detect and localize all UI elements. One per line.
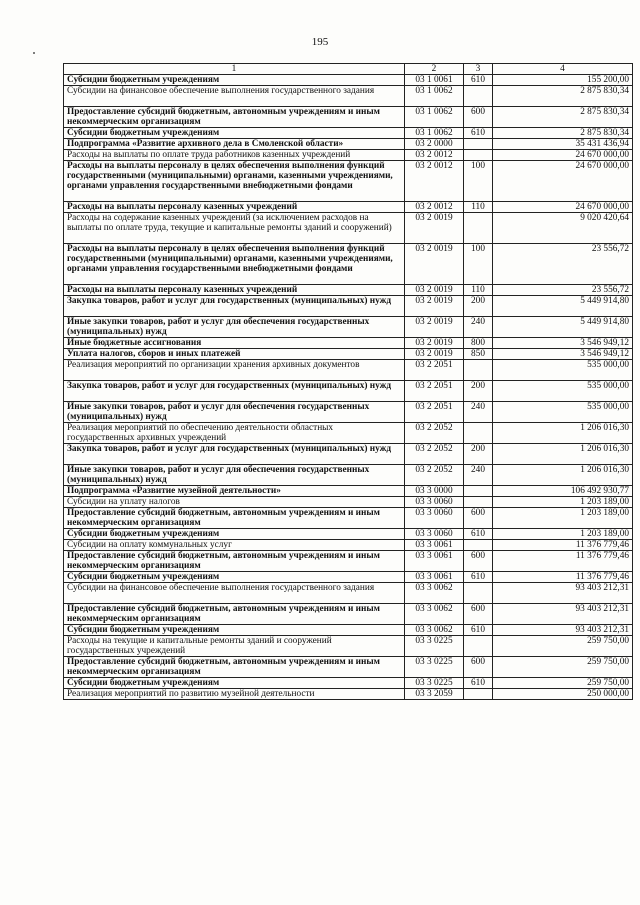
amount-cell: 35 431 436,94: [493, 139, 633, 150]
table-row: [64, 625, 633, 636]
amount-cell: 250 000,00: [493, 689, 633, 700]
table-row: [64, 86, 633, 107]
table-row: [64, 381, 633, 402]
item-name-cell: Субсидии на уплату налогов: [64, 497, 405, 508]
item-code-cell: 03 2 0019: [405, 285, 464, 296]
amount-cell: 93 403 212,31: [493, 583, 633, 604]
table-row: [64, 202, 633, 213]
item-name-cell: Субсидии бюджетным учреждениям: [64, 75, 405, 86]
amount-cell: 259 750,00: [493, 678, 633, 689]
item-code-cell: 03 3 0060: [405, 508, 464, 529]
item-name-cell: Закупка товаров, работ и услуг для государственных (муниципальных) нужд: [64, 296, 405, 317]
item-code-cell: 03 2 0019: [405, 317, 464, 338]
amount-cell: 3 546 949,12: [493, 338, 633, 349]
table-row: [64, 150, 633, 161]
table-row: [64, 423, 633, 444]
amount-cell: 3 546 949,12: [493, 349, 633, 360]
table-row: [64, 540, 633, 551]
table-row: [64, 338, 633, 349]
table-row: [64, 285, 633, 296]
item-code-cell: 03 2 0019: [405, 296, 464, 317]
table-row: [64, 497, 633, 508]
table-header-row: [64, 64, 633, 75]
amount-cell: 2 875 830,34: [493, 86, 633, 107]
amount-cell: 93 403 212,31: [493, 625, 633, 636]
item-code-cell: 03 3 2059: [405, 689, 464, 700]
item-name-cell: Предоставление субсидий бюджетным, автономным учреждениям и иным некоммерческим организациям: [64, 657, 405, 678]
item-code-cell: 03 3 0000: [405, 486, 464, 497]
table-row: [64, 604, 633, 625]
item-name-cell: Расходы на выплаты персоналу казенных учреждений: [64, 285, 405, 296]
item-name-cell: Субсидии на финансовое обеспечение выполнения государственного задания: [64, 86, 405, 107]
item-code-cell: 03 2 2051: [405, 360, 464, 381]
item-name-cell: Иные закупки товаров, работ и услуг для обеспечения государственных (муниципальных) нужд: [64, 402, 405, 423]
table-row: [64, 486, 633, 497]
amount-cell: 23 556,72: [493, 244, 633, 285]
item-name-cell: Уплата налогов, сборов и иных платежей: [64, 349, 405, 360]
item-code-cell: 03 3 0225: [405, 657, 464, 678]
table-row: [64, 444, 633, 465]
item-name-cell: Реализация мероприятий по обеспечению деятельности областных государственных архивных учреждений: [64, 423, 405, 444]
table-row: [64, 139, 633, 150]
item-code-cell: 03 1 0062: [405, 107, 464, 128]
page-number: 195: [311, 36, 329, 48]
expense-type-cell: 610: [464, 128, 493, 139]
item-code-cell: 03 3 0061: [405, 551, 464, 572]
column-header: 1: [64, 64, 405, 75]
amount-cell: 106 492 930,77: [493, 486, 633, 497]
item-name-cell: Расходы на содержание казенных учреждений (за исключением расходов на выплаты по оплате труда, текущие и капитальные ремонты зданий и сооружений): [64, 213, 405, 244]
item-code-cell: 03 2 0012: [405, 150, 464, 161]
expense-type-cell: 600: [464, 604, 493, 625]
expense-type-cell: [464, 360, 493, 381]
item-name-cell: Закупка товаров, работ и услуг для государственных (муниципальных) нужд: [64, 444, 405, 465]
item-name-cell: Предоставление субсидий бюджетным, автономным учреждениям и иным некоммерческим организациям: [64, 107, 405, 128]
column-header: 2: [405, 64, 464, 75]
table-row: [64, 296, 633, 317]
table-row: [64, 244, 633, 285]
item-code-cell: 03 3 0225: [405, 678, 464, 689]
table-row: [64, 349, 633, 360]
budget-table: [63, 63, 633, 700]
amount-cell: 93 403 212,31: [493, 604, 633, 625]
amount-cell: 9 020 420,64: [493, 213, 633, 244]
amount-cell: 535 000,00: [493, 402, 633, 423]
item-name-cell: Закупка товаров, работ и услуг для государственных (муниципальных) нужд: [64, 381, 405, 402]
expense-type-cell: [464, 689, 493, 700]
item-name-cell: Расходы на текущие и капитальные ремонты зданий и сооружений государственных учреждений: [64, 636, 405, 657]
expense-type-cell: 610: [464, 572, 493, 583]
expense-type-cell: [464, 213, 493, 244]
expense-type-cell: 100: [464, 244, 493, 285]
amount-cell: 155 200,00: [493, 75, 633, 86]
item-code-cell: 03 2 0012: [405, 161, 464, 202]
item-name-cell: Субсидии бюджетным учреждениям: [64, 128, 405, 139]
column-header: 4: [493, 64, 633, 75]
item-code-cell: 03 3 0060: [405, 529, 464, 540]
amount-cell: 2 875 830,34: [493, 128, 633, 139]
expense-type-cell: [464, 423, 493, 444]
amount-cell: 1 206 016,30: [493, 465, 633, 486]
item-name-cell: Субсидии бюджетным учреждениям: [64, 572, 405, 583]
item-name-cell: Расходы на выплаты персоналу в целях обеспечения выполнения функций государственными (муниципальными) органами, казенными учреждениями, органами управления государственными внебюджетными фондами: [64, 161, 405, 202]
amount-cell: 24 670 000,00: [493, 150, 633, 161]
expense-type-cell: 850: [464, 349, 493, 360]
table-row: [64, 161, 633, 202]
item-code-cell: 03 3 0062: [405, 604, 464, 625]
amount-cell: 535 000,00: [493, 360, 633, 381]
item-name-cell: Иные бюджетные ассигнования: [64, 338, 405, 349]
expense-type-cell: 800: [464, 338, 493, 349]
expense-type-cell: 110: [464, 202, 493, 213]
item-name-cell: Подпрограмма «Развитие музейной деятельности»: [64, 486, 405, 497]
amount-cell: 535 000,00: [493, 381, 633, 402]
expense-type-cell: [464, 139, 493, 150]
expense-type-cell: 200: [464, 444, 493, 465]
table-row: [64, 572, 633, 583]
item-code-cell: 03 2 2051: [405, 402, 464, 423]
item-name-cell: Субсидии на оплату коммунальных услуг: [64, 540, 405, 551]
amount-cell: 24 670 000,00: [493, 202, 633, 213]
expense-type-cell: [464, 540, 493, 551]
table-row: [64, 317, 633, 338]
amount-cell: 1 203 189,00: [493, 508, 633, 529]
expense-type-cell: 600: [464, 508, 493, 529]
item-name-cell: Расходы на выплаты персоналу казенных учреждений: [64, 202, 405, 213]
table-row: [64, 657, 633, 678]
expense-type-cell: 610: [464, 529, 493, 540]
item-name-cell: Субсидии бюджетным учреждениям: [64, 625, 405, 636]
expense-type-cell: 200: [464, 296, 493, 317]
item-name-cell: Предоставление субсидий бюджетным, автономным учреждениям и иным некоммерческим организациям: [64, 508, 405, 529]
item-name-cell: Реализация мероприятий по развитию музейной деятельности: [64, 689, 405, 700]
expense-type-cell: [464, 583, 493, 604]
amount-cell: 1 203 189,00: [493, 497, 633, 508]
item-code-cell: 03 3 0061: [405, 540, 464, 551]
table-row: [64, 689, 633, 700]
amount-cell: 259 750,00: [493, 636, 633, 657]
table-row: [64, 465, 633, 486]
amount-cell: 1 206 016,30: [493, 444, 633, 465]
expense-type-cell: 100: [464, 161, 493, 202]
item-name-cell: Субсидии на финансовое обеспечение выполнения государственного задания: [64, 583, 405, 604]
item-code-cell: 03 3 0062: [405, 583, 464, 604]
item-name-cell: Подпрограмма «Развитие архивного дела в Смоленской области»: [64, 139, 405, 150]
expense-type-cell: 240: [464, 317, 493, 338]
item-code-cell: 03 2 2052: [405, 444, 464, 465]
table-row: [64, 360, 633, 381]
item-name-cell: Расходы на выплаты по оплате труда работников казенных учреждений: [64, 150, 405, 161]
item-name-cell: Предоставление субсидий бюджетным, автономным учреждениям и иным некоммерческим организациям: [64, 604, 405, 625]
expense-type-cell: 240: [464, 402, 493, 423]
expense-type-cell: 110: [464, 285, 493, 296]
amount-cell: 5 449 914,80: [493, 317, 633, 338]
item-name-cell: Предоставление субсидий бюджетным, автономным учреждениям и иным некоммерческим организациям: [64, 551, 405, 572]
item-code-cell: 03 3 0061: [405, 572, 464, 583]
table-row: [64, 213, 633, 244]
expense-type-cell: [464, 486, 493, 497]
expense-type-cell: 600: [464, 107, 493, 128]
item-code-cell: 03 2 2052: [405, 465, 464, 486]
item-code-cell: 03 2 0012: [405, 202, 464, 213]
expense-type-cell: 600: [464, 657, 493, 678]
expense-type-cell: [464, 636, 493, 657]
column-header: 3: [464, 64, 493, 75]
expense-type-cell: [464, 86, 493, 107]
amount-cell: 259 750,00: [493, 657, 633, 678]
amount-cell: 11 376 779,46: [493, 540, 633, 551]
expense-type-cell: 610: [464, 678, 493, 689]
table-row: [64, 508, 633, 529]
expense-type-cell: [464, 497, 493, 508]
expense-type-cell: 200: [464, 381, 493, 402]
expense-type-cell: 610: [464, 75, 493, 86]
item-name-cell: Иные закупки товаров, работ и услуг для обеспечения государственных (муниципальных) нужд: [64, 465, 405, 486]
item-code-cell: 03 3 0225: [405, 636, 464, 657]
item-code-cell: 03 1 0062: [405, 86, 464, 107]
item-code-cell: 03 3 0062: [405, 625, 464, 636]
amount-cell: 23 556,72: [493, 285, 633, 296]
item-code-cell: 03 2 0000: [405, 139, 464, 150]
item-name-cell: Иные закупки товаров, работ и услуг для обеспечения государственных (муниципальных) нужд: [64, 317, 405, 338]
item-code-cell: 03 2 2052: [405, 423, 464, 444]
item-code-cell: 03 2 2051: [405, 381, 464, 402]
table-row: [64, 529, 633, 540]
table-row: [64, 128, 633, 139]
expense-type-cell: 240: [464, 465, 493, 486]
item-code-cell: 03 1 0062: [405, 128, 464, 139]
amount-cell: 24 670 000,00: [493, 161, 633, 202]
amount-cell: 1 206 016,30: [493, 423, 633, 444]
item-code-cell: 03 2 0019: [405, 213, 464, 244]
table-row: [64, 551, 633, 572]
scan-speck: [33, 52, 35, 54]
table-row: [64, 583, 633, 604]
item-name-cell: Расходы на выплаты персоналу в целях обеспечения выполнения функций государственными (муниципальными) органами, казенными учреждениями, органами управления государственными внебюджетными фондами: [64, 244, 405, 285]
expense-type-cell: 610: [464, 625, 493, 636]
table-row: [64, 75, 633, 86]
item-code-cell: 03 2 0019: [405, 244, 464, 285]
expense-type-cell: [464, 150, 493, 161]
amount-cell: 11 376 779,46: [493, 572, 633, 583]
table-row: [64, 678, 633, 689]
amount-cell: 11 376 779,46: [493, 551, 633, 572]
item-name-cell: Субсидии бюджетным учреждениям: [64, 678, 405, 689]
item-name-cell: Субсидии бюджетным учреждениям: [64, 529, 405, 540]
item-code-cell: 03 3 0060: [405, 497, 464, 508]
table-row: [64, 107, 633, 128]
expense-type-cell: 600: [464, 551, 493, 572]
item-name-cell: Реализация мероприятий по организации хранения архивных документов: [64, 360, 405, 381]
amount-cell: 2 875 830,34: [493, 107, 633, 128]
item-code-cell: 03 2 0019: [405, 338, 464, 349]
table-row: [64, 402, 633, 423]
item-code-cell: 03 1 0061: [405, 75, 464, 86]
amount-cell: 5 449 914,80: [493, 296, 633, 317]
amount-cell: 1 203 189,00: [493, 529, 633, 540]
item-code-cell: 03 2 0019: [405, 349, 464, 360]
table-row: [64, 636, 633, 657]
